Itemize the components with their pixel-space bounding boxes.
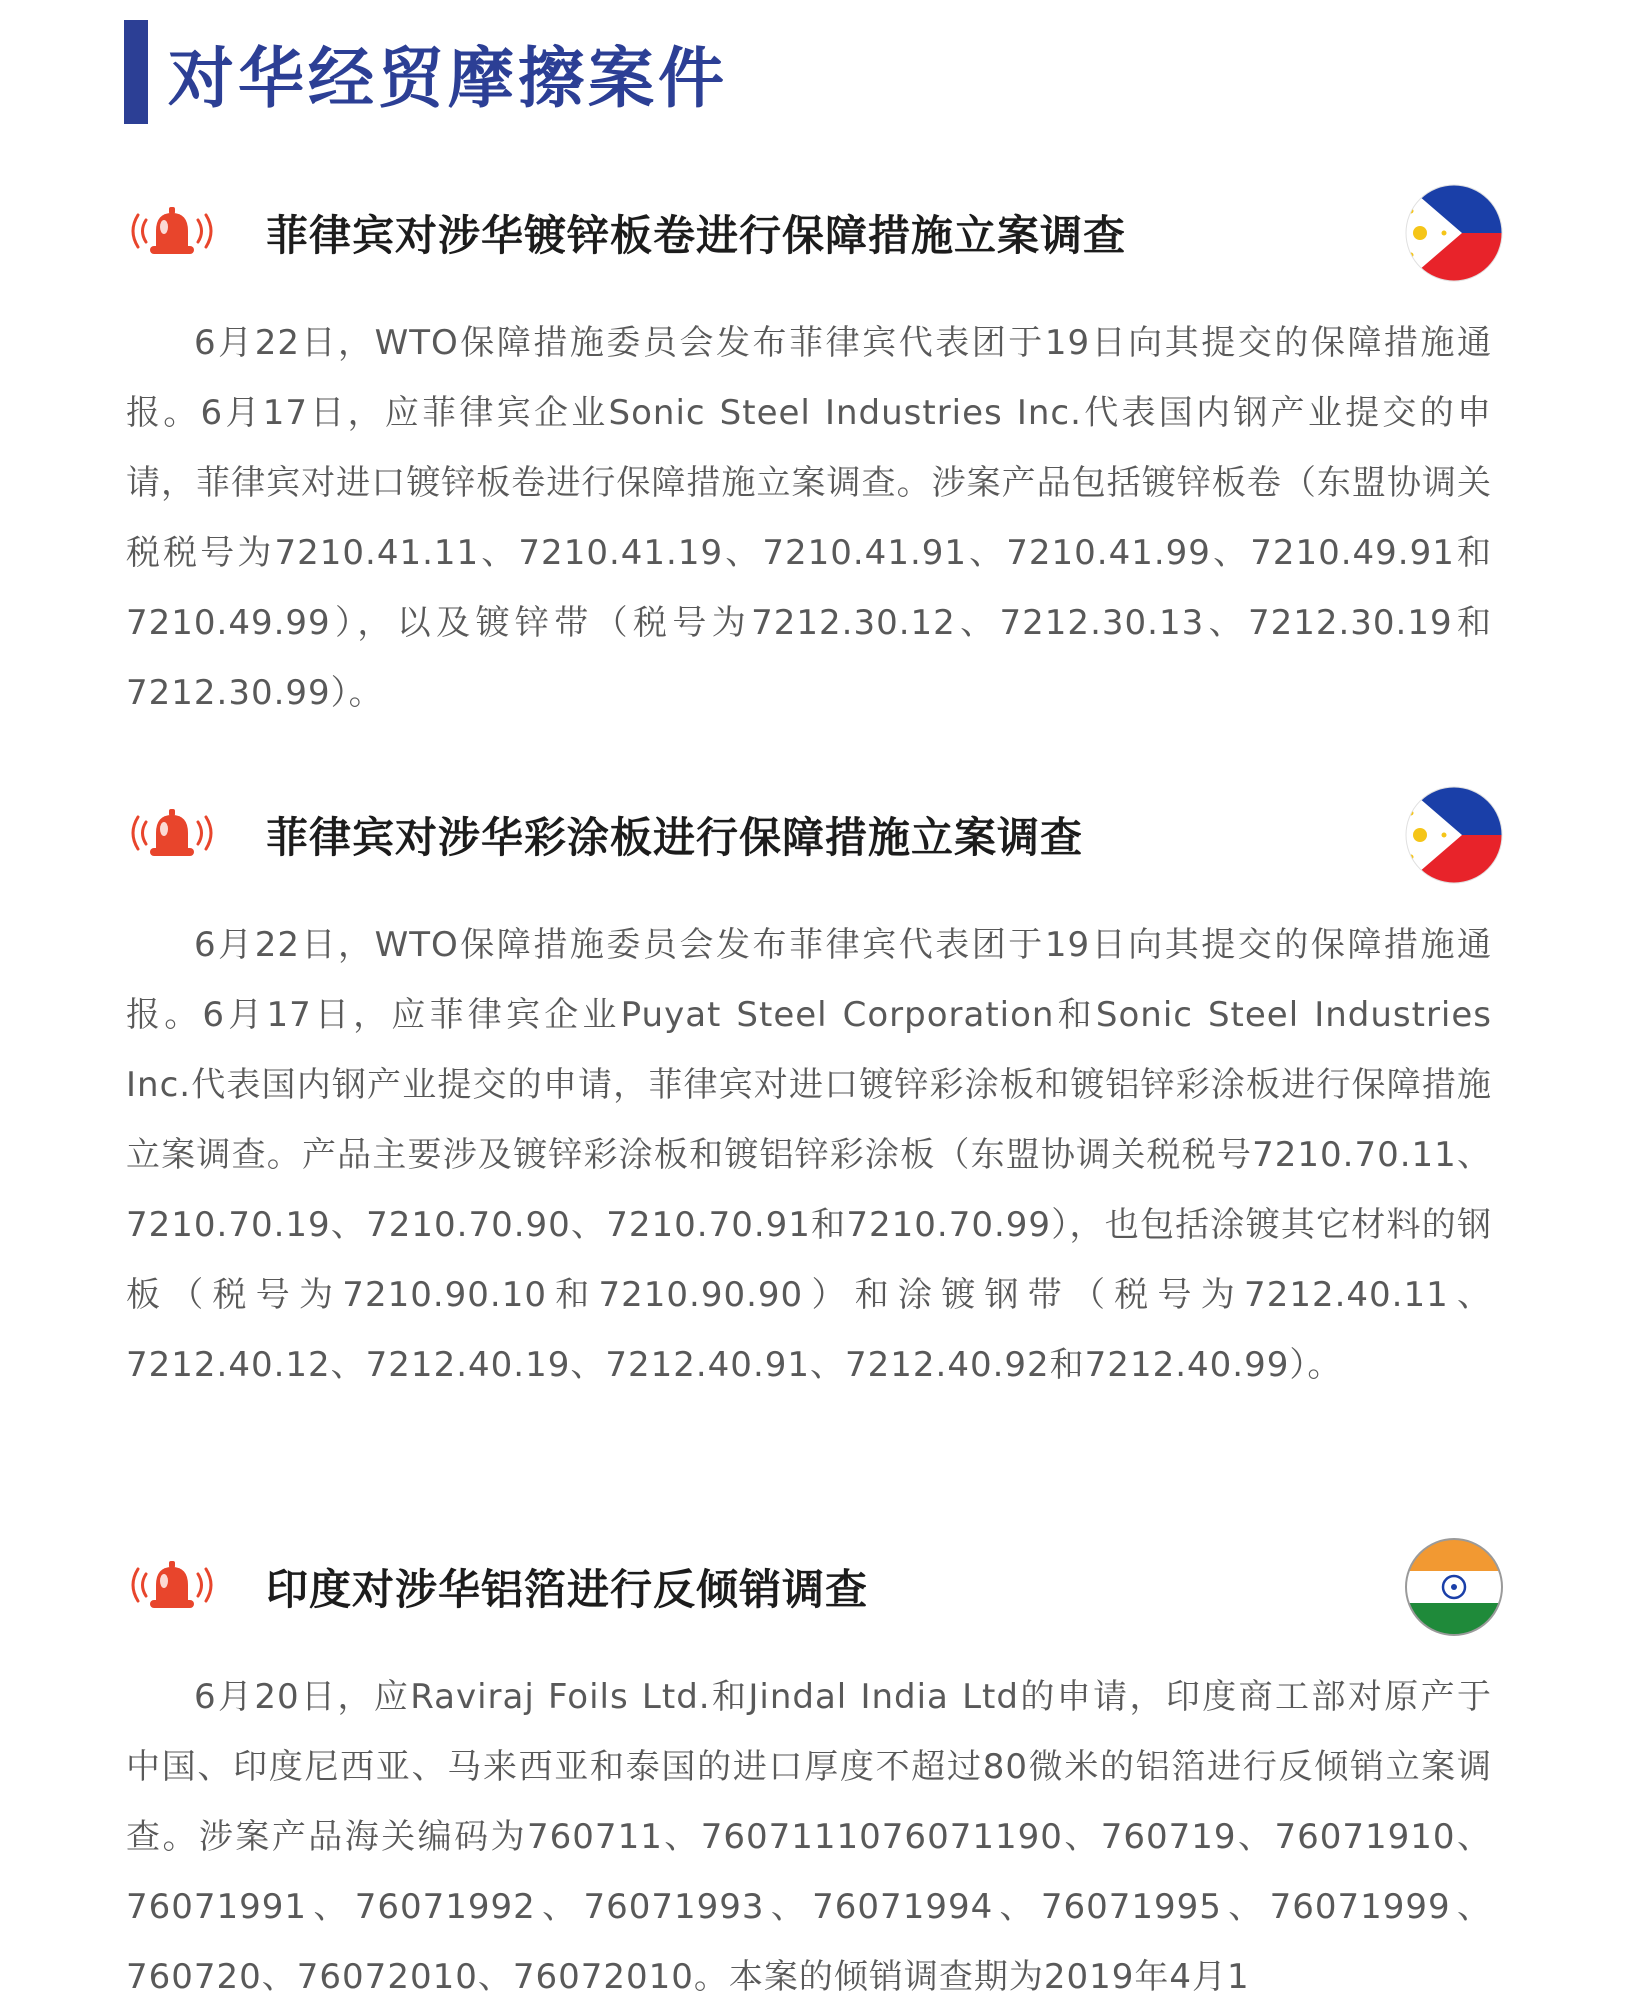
case-header (124, 780, 1504, 890)
philippines-flag-icon (1404, 183, 1504, 283)
philippines-flag-icon (1404, 785, 1504, 885)
case-title: 菲律宾对涉华镀锌板卷进行保障措施立案调查 (266, 211, 1127, 260)
page-title: 对华经贸摩擦案件 (168, 39, 728, 117)
case-title: 印度对涉华铝箔进行反倾销调查 (266, 1565, 869, 1614)
india-flag-icon (1404, 1537, 1504, 1637)
alarm-bell-icon (124, 203, 220, 263)
case-title: 菲律宾对涉华彩涂板进行保障措施立案调查 (266, 813, 1084, 862)
case-body: 6月20日，应Raviraj Foils Ltd.和Jindal India Ltd的申请，印度商工部对原产于中国、印度尼西亚、马来西亚和泰国的进口厚度不超过80微米的铝箔进行反倾销立案调查。涉案产品海关编码为760711、7607111076071190、760719、76071910、76071991、76071992、76071993、76071994、76071995、76071999、760720、76072010、76072010。本案的倾销调查期为2019年4月1 (126, 1677, 1492, 1997)
alarm-bell-icon (124, 1557, 220, 1617)
case-body: 6月22日，WTO保障措施委员会发布菲律宾代表团于19日向其提交的保障措施通报。6月17日，应菲律宾企业Puyat Steel Corporation和Sonic Steel Industries Inc.代表国内钢产业提交的申请，菲律宾对进口镀锌彩涂板和镀铝锌彩涂板进行保障措施立案调查。产品主要涉及镀锌彩涂板和镀铝锌彩涂板（东盟协调关税税号7210.70.11、7210.70.19、7210.70.90、7210.70.91和7210.70.99），也包括涂镀其它材料的钢板（税号为7210.90.10和7210.90.90）和涂镀钢带（税号为7212.40.11、7212.40.12、7212.40.19、7212.40.91、7212.40.92和7212.40.99）。 (126, 925, 1492, 1385)
case-header (124, 1532, 1504, 1642)
case-header (124, 178, 1504, 288)
case-body: 6月22日，WTO保障措施委员会发布菲律宾代表团于19日向其提交的保障措施通报。6月17日，应菲律宾企业Sonic Steel Industries Inc.代表国内钢产业提交的申请，菲律宾对进口镀锌板卷进行保障措施立案调查。涉案产品包括镀锌板卷（东盟协调关税税号为7210.41.11、7210.41.19、7210.41.91、7210.41.99、7210.49.91和7210.49.99），以及镀锌带（税号为7212.30.12、7212.30.13、7212.30.19和7212.30.99）。 (126, 323, 1492, 713)
page-header (124, 20, 728, 124)
alarm-bell-icon (124, 805, 220, 865)
header-accent-bar (124, 20, 148, 124)
